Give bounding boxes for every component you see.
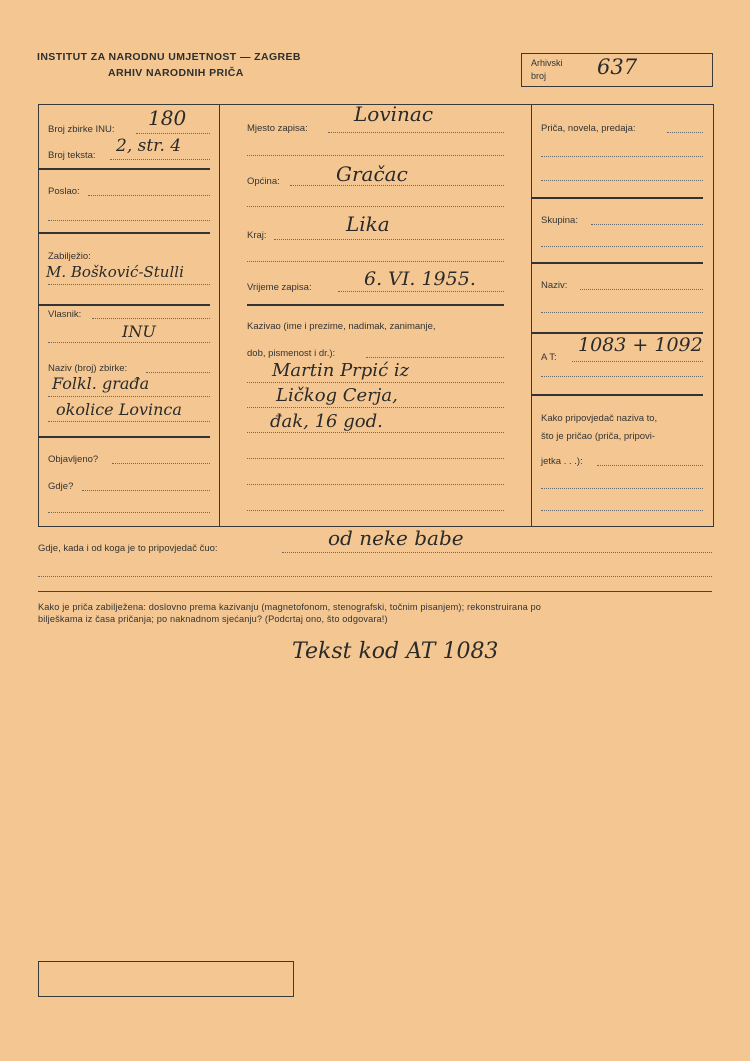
broj-teksta-value: 2, str. 4 — [116, 136, 182, 156]
field-line — [247, 458, 504, 459]
broj-teksta-label: Broj teksta: — [48, 150, 96, 161]
section-divider — [247, 304, 504, 306]
section-divider — [38, 232, 210, 234]
institute-title: INSTITUT ZA NARODNU UMJETNOST — ZAGREB — [37, 51, 301, 63]
archive-number-label: Arhivski — [531, 58, 563, 68]
bottom-box — [38, 961, 294, 997]
section-divider — [531, 394, 703, 396]
kazivao-value-2: Ličkog Cerja, — [276, 385, 398, 406]
vlasnik-label: Vlasnik: — [48, 309, 82, 320]
section-divider — [38, 304, 210, 306]
gdje-kada-value: od neke babe — [328, 526, 464, 550]
field-line — [338, 291, 504, 292]
field-line — [247, 206, 504, 207]
kraj-value: Lika — [346, 212, 390, 236]
kazivao-value-3: đak, 16 god. — [270, 411, 383, 432]
section-divider — [531, 197, 703, 199]
kazivao-label-1: Kazivao (ime i prezime, nadimak, zanimanje, — [247, 321, 436, 332]
field-line — [541, 376, 703, 377]
broj-zbirke-label: Broj zbirke INU: — [48, 124, 115, 135]
section-divider — [38, 591, 712, 592]
field-line — [366, 357, 504, 358]
field-line — [48, 512, 210, 513]
naziv-label: Naziv: — [541, 280, 568, 291]
archive-title: ARHIV NARODNIH PRIČA — [108, 67, 244, 79]
kazivao-label-2: dob, pismenost i dr.): — [247, 348, 336, 359]
gdje-kada-label: Gdje, kada i od koga je to pripovjedač čuo: — [38, 543, 218, 554]
archive-number-value: 637 — [597, 55, 638, 79]
field-line — [274, 239, 504, 240]
broj-zbirke-value: 180 — [148, 106, 187, 130]
vlasnik-value: INU — [122, 322, 156, 341]
field-line — [247, 155, 504, 156]
column-divider — [531, 104, 532, 527]
vrijeme-value: 6. VI. 1955. — [364, 268, 476, 290]
field-line — [110, 159, 210, 160]
field-line — [591, 224, 703, 225]
field-line — [247, 382, 504, 383]
field-line — [541, 510, 703, 511]
kako-label-2: što je pričao (priča, pripovi- — [541, 431, 656, 442]
naziv-zbirke-value-1: Folkl. građa — [52, 374, 150, 393]
field-line — [112, 463, 210, 464]
field-line — [247, 484, 504, 485]
field-line — [541, 180, 703, 181]
field-line — [82, 490, 210, 491]
kazivao-value-1: Martin Prpić iz — [272, 360, 410, 381]
zabiljezio-value: M. Bošković-Stulli — [46, 263, 184, 281]
naziv-zbirke-label: Naziv (broj) zbirke: — [48, 363, 128, 374]
field-line — [92, 318, 210, 319]
field-line — [136, 133, 210, 134]
field-line — [48, 220, 210, 221]
field-line — [541, 246, 703, 247]
field-line — [38, 576, 712, 577]
field-line — [88, 195, 210, 196]
kraj-label: Kraj: — [247, 230, 267, 241]
field-line — [328, 132, 504, 133]
field-line — [146, 372, 210, 373]
vrijeme-label: Vrijeme zapisa: — [247, 282, 312, 293]
field-line — [247, 407, 504, 408]
field-line — [247, 510, 504, 511]
at-value: 1083 + 1092 — [578, 334, 703, 356]
skupina-label: Skupina: — [541, 215, 578, 226]
field-line — [667, 132, 703, 133]
prica-label: Priča, novela, predaja: — [541, 123, 636, 134]
field-line — [48, 421, 210, 422]
zabiljezio-label: Zabilježio: — [48, 251, 91, 262]
field-line — [290, 185, 504, 186]
field-line — [48, 284, 210, 285]
field-line — [541, 488, 703, 489]
naziv-zbirke-value-2: okolice Lovinca — [56, 400, 182, 419]
opcina-value: Gračac — [336, 162, 408, 186]
mjesto-value: Lovinac — [354, 102, 434, 126]
gdje-label: Gdje? — [48, 481, 74, 492]
field-line — [247, 432, 504, 433]
field-line — [282, 552, 712, 553]
kako-label-3: jetka . . .): — [541, 456, 583, 467]
section-divider — [38, 168, 210, 170]
mjesto-label: Mjesto zapisa: — [247, 123, 308, 134]
field-line — [597, 465, 703, 466]
field-line — [541, 156, 703, 157]
archive-number-label-2: broj — [531, 71, 547, 81]
kako-zabiljezena-line-2: bilješkama iz časa pričanja; po naknadnom sjećanju? (Podcrtaj ono, što odgovara!) — [38, 614, 388, 624]
field-line — [48, 342, 210, 343]
field-line — [572, 361, 703, 362]
field-line — [247, 261, 504, 262]
section-divider — [38, 436, 210, 438]
handwritten-note: Tekst kod AT 1083 — [292, 639, 499, 664]
at-label: A T: — [541, 352, 557, 363]
poslao-label: Poslao: — [48, 186, 80, 197]
objavljeno-label: Objavljeno? — [48, 454, 99, 465]
field-line — [541, 312, 703, 313]
opcina-label: Općina: — [247, 176, 280, 187]
field-line — [580, 289, 703, 290]
kako-label-1: Kako pripovjedač naziva to, — [541, 413, 658, 424]
column-divider — [219, 104, 220, 527]
kako-zabiljezena-line-1: Kako je priča zabilježena: doslovno prema kazivanju (magnetofonom, stenografski, točnim pisanjem); rekonstruirana po — [38, 602, 542, 612]
field-line — [48, 396, 210, 397]
section-divider — [531, 262, 703, 264]
